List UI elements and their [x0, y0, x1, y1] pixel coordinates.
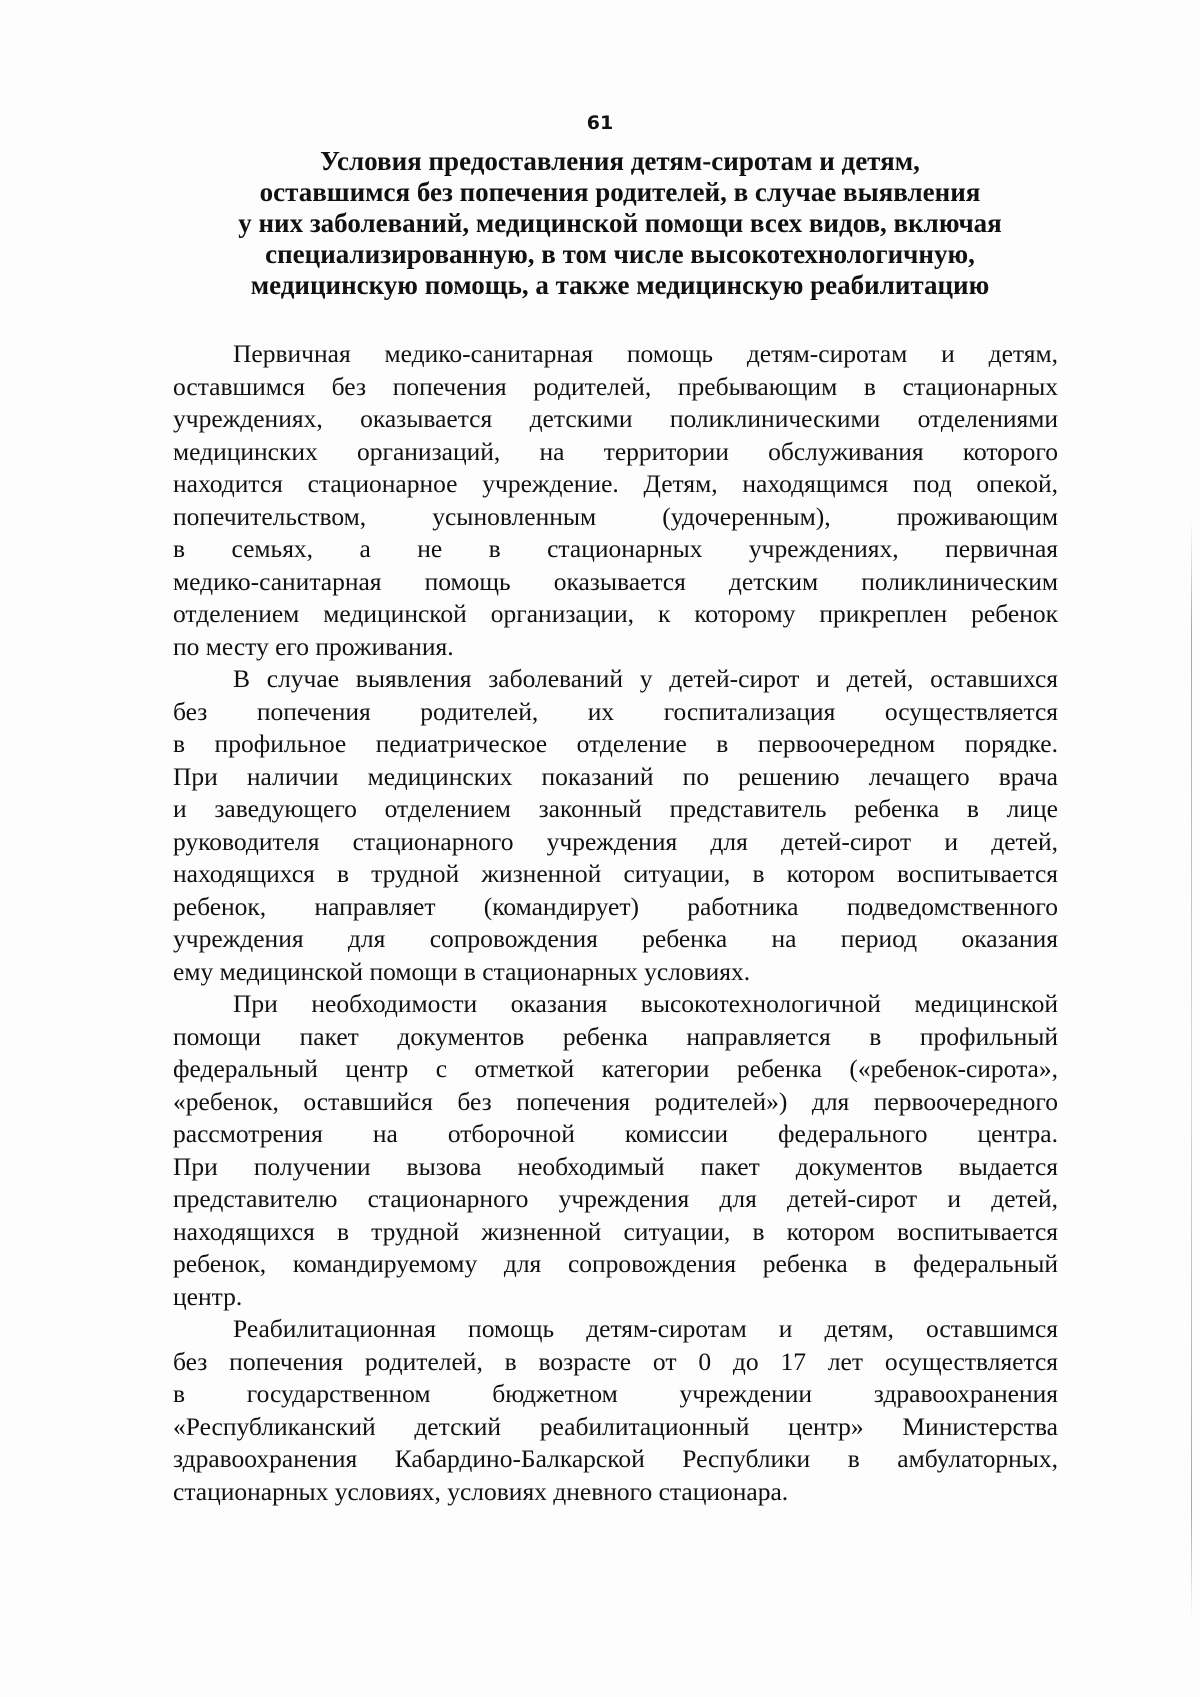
text-line: здравоохранения Кабардино-Балкарской Республики в амбулаторных, — [173, 1444, 1058, 1473]
text-line: находящихся в трудной жизненной ситуации, в котором воспитывается — [173, 1216, 1058, 1246]
title-line: оставшимся без попечения родителей, в случае выявления — [259, 177, 981, 207]
text-line: учреждениях, оказывается детскими поликлиническими отделениями — [173, 404, 1058, 433]
title-line: у них заболеваний, медицинской помощи всех видов, включая — [238, 208, 1002, 238]
text-line: в государственном бюджетном учреждении здравоохранения — [173, 1379, 1058, 1408]
text-line: При наличии медицинских показаний по решению лечащего врача — [173, 761, 1058, 791]
text-line: При необходимости оказания высокотехнологичной медицинской — [233, 989, 1058, 1018]
text-line: ребенок, направляет (командирует) работника подведомственного — [173, 891, 1058, 921]
text-line: В случае выявления заболеваний у детей-сирот и детей, оставшихся — [233, 664, 1058, 693]
text-line: центр. — [173, 1281, 243, 1311]
document-body — [173, 338, 1058, 1508]
text-line: без попечения родителей, в возрасте от 0 до 17 лет осуществляется — [173, 1346, 1058, 1376]
title-line: специализированную, в том числе высокотехнологичную, — [265, 239, 975, 269]
text-line: ребенок, командируемому для сопровождения ребенка в федеральный — [173, 1249, 1058, 1278]
text-line: отделением медицинской организации, к которому прикреплен ребенок — [173, 599, 1058, 628]
text-line: рассмотрения на отборочной комиссии федерального центра. — [173, 1119, 1058, 1148]
text-line: по месту его проживания. — [173, 631, 454, 661]
paragraph-high-tech-care — [173, 988, 1058, 1313]
paragraph-rehabilitation — [173, 1313, 1058, 1508]
text-line: представителю стационарного учреждения для детей-сирот и детей, — [173, 1184, 1058, 1213]
paragraph-hospitalization — [173, 663, 1058, 988]
text-line: «Республиканский детский реабилитационный центр» Министерства — [173, 1411, 1058, 1441]
title-line: Условия предоставления детям-сиротам и детям, — [320, 146, 920, 176]
text-line: руководителя стационарного учреждения для детей-сирот и детей, — [173, 826, 1058, 856]
text-line: Первичная медико-санитарная помощь детям-сиротам и детям, — [233, 339, 1058, 368]
text-line: и заведующего отделением законный представитель ребенка в лице — [173, 794, 1058, 823]
page-number: 61 — [586, 112, 614, 134]
text-line: оставшимся без попечения родителей, пребывающим в стационарных — [173, 371, 1058, 401]
text-line: ему медицинской помощи в стационарных условиях. — [173, 956, 751, 986]
text-line: учреждения для сопровождения ребенка на период оказания — [173, 924, 1058, 953]
text-line: федеральный центр с отметкой категории ребенка («ребенок-сирота», — [173, 1054, 1058, 1083]
scan-edge-shadow — [1191, 520, 1192, 1620]
text-line: находится стационарное учреждение. Детям, находящимся под опекой, — [173, 469, 1058, 498]
text-line: медико-санитарная помощь оказывается детским поликлиническим — [173, 566, 1058, 596]
text-line: «ребенок, оставшийся без попечения родителей») для первоочередного — [173, 1086, 1058, 1116]
paragraph-primary-care — [173, 338, 1058, 663]
text-line: в профильное педиатрическое отделение в первоочередном порядке. — [173, 729, 1058, 758]
text-line: Реабилитационная помощь детям-сиротам и детям, оставшимся — [233, 1314, 1058, 1343]
text-line: находящихся в трудной жизненной ситуации, в котором воспитывается — [173, 859, 1058, 888]
title-line: медицинскую помощь, а также медицинскую реабилитацию — [250, 270, 990, 300]
text-line: попечительством, усыновленным (удочеренным), проживающим — [173, 501, 1058, 531]
text-line: помощи пакет документов ребенка направляется в профильный — [173, 1021, 1058, 1051]
text-line: При получении вызова необходимый пакет документов выдается — [173, 1151, 1058, 1181]
text-line: медицинских организаций, на территории обслуживания которого — [173, 436, 1058, 466]
text-line: в семьях, а не в стационарных учреждениях, первичная — [173, 534, 1058, 563]
document-title — [170, 146, 1070, 301]
text-line: стационарных условиях, условиях дневного стационара. — [173, 1476, 789, 1506]
text-line: без попечения родителей, их госпитализация осуществляется — [173, 696, 1058, 726]
